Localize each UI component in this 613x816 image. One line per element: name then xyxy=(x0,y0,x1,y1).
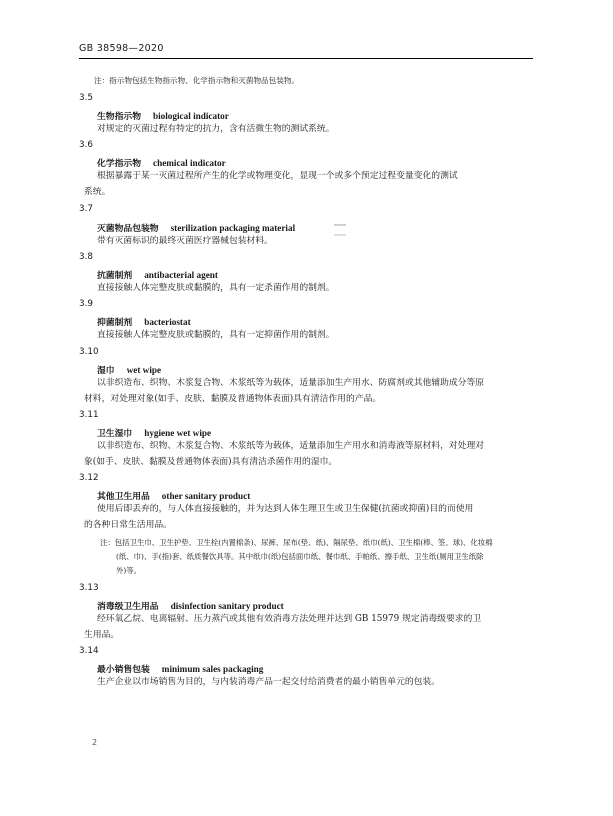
term-en: hygiene wet wipe xyxy=(144,428,212,438)
entry-number: 3.5 xyxy=(79,93,93,103)
term-en: biological indicator xyxy=(153,111,229,121)
entry-number: 3.10 xyxy=(79,347,99,357)
term-zh: 最小销售包装 xyxy=(97,665,150,675)
page-number: 2 xyxy=(92,738,98,747)
standard-code: GB 38598—2020 xyxy=(79,43,164,54)
entry-number: 3.12 xyxy=(79,473,99,483)
entry-note-cont: (纸、巾)、手(指)套、纸质餐饮具等。其中纸巾(纸)包括面巾纸、餐巾纸、手帕纸、擦手纸、卫生纸(厕用卫生纸除 xyxy=(116,552,484,561)
term-zh: 生物指示物 xyxy=(97,112,141,122)
term-en: chemical indicator xyxy=(153,158,226,168)
entry-number: 3.14 xyxy=(79,646,99,656)
entry-number: 3.6 xyxy=(79,140,93,150)
term-zh: 灭菌物品包装物 xyxy=(97,224,159,234)
entry-definition: 以非织造布、织物、木浆复合物、木浆纸等为载体，适量添加生产用水、防腐剂或其他辅助成分等原 xyxy=(97,378,485,388)
term-en: minimum sales packaging xyxy=(161,664,264,674)
entry-note: 注：包括卫生巾、卫生护垫、卫生栓(内置棉条)、尿裤、尿布(垫、纸)、隔尿垫、纸巾(纸)、卫生棉(棒、签、球)、化妆棉 xyxy=(100,538,493,547)
entry-definition-cont: 的各种日常生活用品。 xyxy=(84,520,172,530)
entry-definition-cont: 生用品。 xyxy=(84,630,120,640)
term-zh: 其他卫生用品 xyxy=(97,492,150,502)
entry-number: 3.13 xyxy=(79,583,99,593)
term-en: antibacterial agent xyxy=(144,270,218,280)
entry-definition-cont: 材料，对处理对象(如手、皮肤、黏膜及普通物体表面)具有清洁作用的产品。 xyxy=(84,394,382,404)
term-en: other sanitary product xyxy=(161,491,251,501)
entry-number: 3.9 xyxy=(79,299,93,309)
term-zh: 化学指示物 xyxy=(97,159,141,169)
entry-definition: 根据暴露于某一灭菌过程所产生的化学或物理变化，显现一个或多个预定过程变量变化的测试 xyxy=(97,171,458,181)
term-zh: 消毒级卫生用品 xyxy=(97,602,159,612)
header-rule xyxy=(79,58,533,59)
entry-definition: 对规定的灭菌过程有特定的抗力，含有活微生物的测试系统。 xyxy=(97,124,335,134)
entry-definition-cont: 系统。 xyxy=(84,187,111,197)
entry-definition: 以非织造布、织物、木浆复合物、木浆纸等为载体，适量添加生产用水和消毒液等原材料，对处理对 xyxy=(97,441,485,451)
entry-definition: 经环氧乙烷、电离辐射、压力蒸汽或其他有效消毒方法处理并达到 GB 15979 规定消毒级要求的卫 xyxy=(97,614,482,624)
entry-note-cont: 外)等。 xyxy=(116,566,142,575)
entry-number: 3.7 xyxy=(79,204,93,214)
entry-definition-cont: 象(如手、皮肤、黏膜及普通物体表面)具有清洁杀菌作用的湿巾。 xyxy=(84,457,338,467)
entry-definition: 直接接触人体完整皮肤或黏膜的，具有一定抑菌作用的制剂。 xyxy=(97,330,335,340)
entry-definition: 生产企业以市场销售为目的，与内装消毒产品一起交付给消费者的最小销售单元的包装。 xyxy=(97,677,441,687)
entry-definition: 使用后即丢弃的，与人体直接接触的，并为达到人体生理卫生或卫生保健(抗菌或抑菌)目的而使用 xyxy=(97,504,474,514)
term-en: bacteriostat xyxy=(144,317,191,327)
term-zh: 湿巾 xyxy=(97,366,115,376)
term-en: wet wipe xyxy=(126,365,162,375)
entry-definition: 带有灭菌标识的最终灭菌医疗器械包装材料。 xyxy=(97,236,273,246)
scan-artifact xyxy=(334,224,346,236)
term-zh: 卫生湿巾 xyxy=(97,429,133,439)
entry-number: 3.8 xyxy=(79,252,93,262)
entry-definition: 直接接触人体完整皮肤或黏膜的，具有一定杀菌作用的制剂。 xyxy=(97,283,335,293)
top-note: 注：指示物包括生物指示物、化学指示物和灭菌物品包装物。 xyxy=(94,76,300,85)
term-zh: 抗菌制剂 xyxy=(97,271,133,281)
term-zh: 抑菌制剂 xyxy=(97,318,133,328)
term-en: sterilization packaging material xyxy=(170,223,296,233)
entry-number: 3.11 xyxy=(79,410,99,420)
term-en: disinfection sanitary product xyxy=(170,601,284,611)
